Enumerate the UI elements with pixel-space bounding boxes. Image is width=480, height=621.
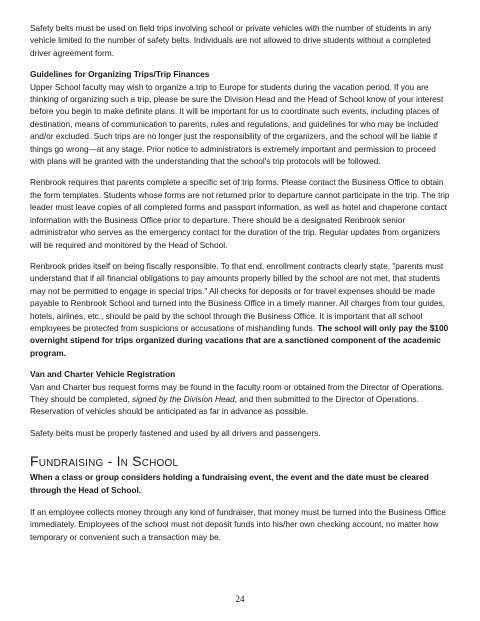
fundraising-section-title: Fundraising - In School (30, 453, 179, 470)
fiscal-text: Renbrook prides itself on being fiscally responsible. To that end, enrollment contracts clearly state, "parents must understand that if all financial obligations to pay amounts properly billed by the school are not met, that students may not be permitted to engage in special trips." All checks for deposits or for travel expenses should be made payable to Renbrook School and turned into the Business Office in a timely manner. All charges from tour guides, hotels, airlines, etc., should be paid by the school through the Business Office. It is important that all school employees be protected from suspicions or accusations of mishandling funds. (30, 260, 445, 333)
guidelines-paragraph (30, 68, 452, 167)
stipend-statement: The school will only pay the $100 overnight stipend for trips organized during vacations that are a sanctioned component of the academic program. (30, 322, 449, 358)
van-heading: Van and Charter Vehicle Registration (30, 369, 176, 380)
safety-belts-fastened-paragraph: Safety belts must be properly fastened and used by all drivers and passengers. (30, 427, 321, 438)
trip-forms-paragraph: Renbrook requires that parents complete a specific set of trip forms. Please contact the Business Office to obtain the form templates. Students whose forms are not returned prior to departure cannot participate in the trip. The trip leader must leave copies of all completed forms and passport information, as well as hotel and chaperone contact information with the Business Office prior to departure. There should be a designated Renbrook senior administrator who serves as the emergency contact for the duration of the trip. Regular updates from organizers will be required and monitored by the Head of School. (30, 177, 450, 250)
van-text-2: , and then submitted to the Director of Operations. Reservation of vehicles should be anticipated as far in advance as possible. (30, 393, 419, 417)
fundraising-lead: When a class or group considers holding a fundraising event, the event and the date must be cleared through the Head of School. (30, 472, 429, 495)
guidelines-text: Upper School faculty may wish to organize a trip to Europe for students during the vacation period. If you are thinking of organizing such a trip, please be sure the Division Head and the Head of School know of your interest before you begin to make definite plans. It will be important for us to coordinate such events, including places of destination, means of communication to parents, rules and regulations, and guidelines for who may be included and/or excluded. Such trips are no longer just the responsibility of the organizers, and the school will be liable if things go wrong—at any stage. Prior notice to administrators is extremely important and permission to proceed with plans will be granted with the understanding that the school's trip protocols will be followed. (30, 81, 444, 167)
van-registration-paragraph (30, 368, 452, 418)
guidelines-heading: Guidelines for Organizing Trips/Trip Finances (30, 69, 210, 80)
page-number: 24 (235, 594, 245, 604)
fundraising-paragraph: If an employee collects money through any kind of fundraiser, that money must be turned into the Business Office immediately. Employees of the school must not deposit funds into his/her own checking account, no matter how temporary or convenient such a transaction may be. (30, 507, 446, 542)
van-text-1: Van and Charter bus request forms may be found in the faculty room or obtained from the Director of Operations. They should be completed, (30, 381, 444, 404)
document-page (30, 22, 452, 552)
fiscal-paragraph (30, 260, 452, 359)
safety-belts-paragraph: Safety belts must be used on field trips involving school or private vehicles with the number of students in any vehicle limited to the number of safety belts. Individuals are not allowed to drive students without a completed driver agreement form. (30, 23, 432, 58)
van-signed-emphasis: signed by the Division Head (131, 393, 235, 404)
